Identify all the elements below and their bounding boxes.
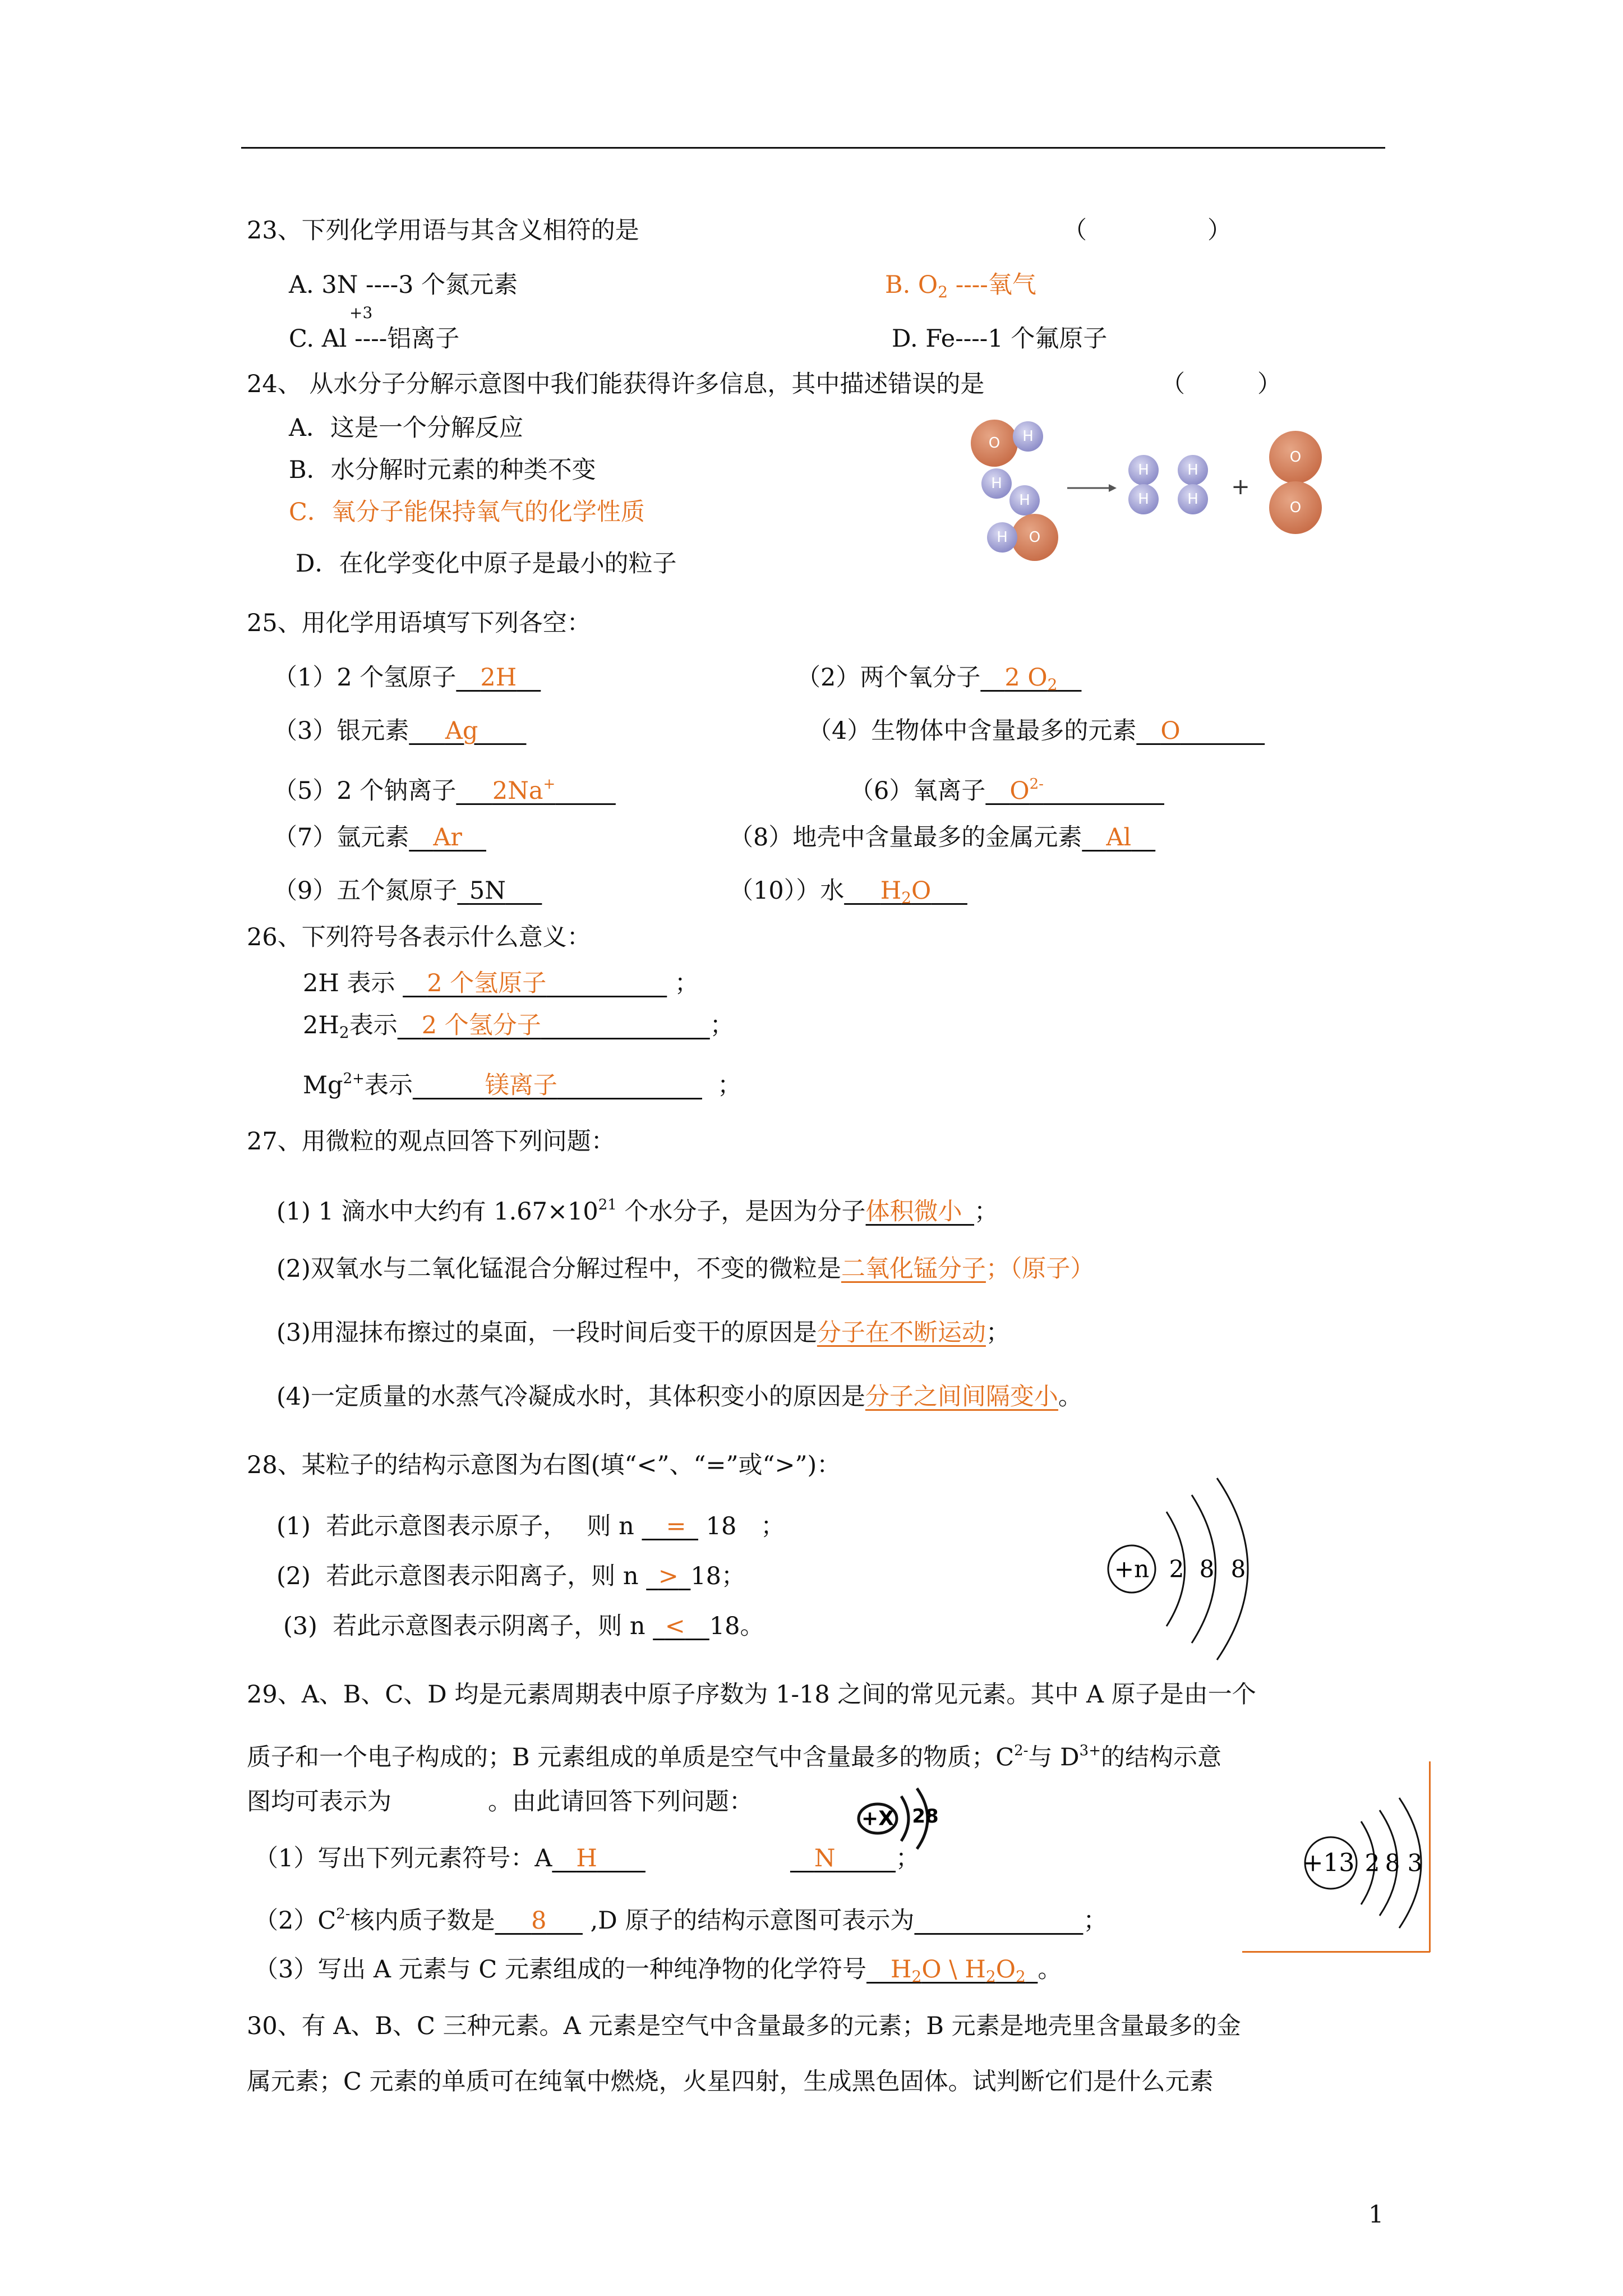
svg-text:8: 8 <box>1385 1849 1400 1877</box>
q25-item-8: （8）地壳中含量最多的金属元素__Al__ <box>729 823 1156 852</box>
svg-text:+13: +13 <box>1302 1848 1355 1878</box>
q23-option-b: B. $O_2$ ----氧气 <box>885 271 1036 301</box>
q24-option-c: C．氧分子能保持氧气的化学性质 <box>289 498 645 526</box>
shell-3-count: 8 <box>1230 1555 1246 1583</box>
water-decomposition-diagram <box>962 409 1354 572</box>
q24-option-d: D．在化学变化中原子是最小的粒子 <box>296 550 677 578</box>
q29-item-3: （3）写出 A 元素与 C 元素组成的一种纯净物的化学符号$\_\_H_2O$ \ $H_2O_2\_$。 <box>254 1955 1062 1986</box>
q28-item-3: (3) 若此示意图表示阴离子，则 n _<__18。 <box>283 1612 764 1640</box>
hydrogen-molecule-2 <box>1178 455 1208 514</box>
oxygen-molecule <box>1269 431 1322 534</box>
svg-text:O: O <box>988 435 1000 452</box>
q26-row-1: 2H 表示 __2 个氢原子__________ ； <box>303 969 699 997</box>
page-number: 1 <box>1368 2201 1384 2229</box>
svg-text:H: H <box>997 529 1008 546</box>
hydrogen-molecule-1 <box>1128 455 1159 514</box>
water-molecule-1 <box>971 420 1043 467</box>
q27-item-2: (2)双氧水与二氧化锰混合分解过程中，不变的微粒是二氧化锰分子；（原子） <box>276 1255 1095 1283</box>
q27-item-4: (4)一定质量的水蒸气冷凝成水时，其体积变小的原因是分子之间间隔变小。 <box>276 1383 1082 1411</box>
q24-option-b: B．水分解时元素的种类不变 <box>289 456 596 484</box>
svg-text:3: 3 <box>1407 1849 1423 1877</box>
svg-text:H: H <box>1138 491 1149 508</box>
svg-text:O: O <box>1029 529 1041 546</box>
q24-stem: 24、 从水分子分解示意图中我们能获得许多信息，其中描述错误的是 <box>247 370 985 398</box>
q30-line-2: 属元素；C 元素的单质可在纯氧中燃烧，火星四射，生成黑色固体。试判断它们是什么元素 <box>247 2068 1214 2096</box>
shell-1-count: 2 <box>1169 1555 1184 1583</box>
header-rule <box>241 147 1385 149</box>
svg-text:2: 2 <box>1364 1849 1380 1877</box>
svg-text:+X: +X <box>861 1807 894 1830</box>
q24-option-a: A．这是一个分解反应 <box>289 414 524 442</box>
svg-text:H: H <box>1187 491 1198 508</box>
q25-stem: 25、用化学用语填写下列各空： <box>247 609 591 637</box>
q23-option-d: D. Fe----1 个氟原子 <box>892 325 1108 353</box>
q28-item-2: (2) 若此示意图表示阳离子，则 n _>_18； <box>276 1562 746 1590</box>
q23-option-c: C. Al ----铝离子 <box>289 325 460 353</box>
svg-text:H: H <box>1019 492 1030 509</box>
q25-item-9: （9）五个氮原子_5N___ <box>273 877 542 905</box>
q23-stem: 23、下列化学用语与其含义相符的是 <box>247 217 639 245</box>
reaction-arrow <box>1067 484 1117 492</box>
q26-row-3: $Mg^{2+}$表示______镁离子____________ ； <box>303 1070 742 1099</box>
d-diagram-frame-bottom <box>1242 1951 1430 1953</box>
q27-item-3: (3)用湿抹布擦过的桌面，一段时间后变干的原因是分子在不断运动； <box>276 1319 1010 1347</box>
q25-item-5: （5）2 个钠离子___2Na+_____ <box>273 776 616 805</box>
svg-text:H: H <box>1022 428 1034 445</box>
q23-c-charge: +3 <box>349 303 373 322</box>
water-molecule-2 <box>981 468 1040 516</box>
q23-answer-paren: （ ） <box>1063 217 1232 245</box>
atom-structure-diagram <box>1099 1473 1284 1658</box>
q29-item-1: （1）写出下列元素符号：A__H____ N_____； <box>254 1844 920 1872</box>
q25-item-3: （3）银元素___Ag____ <box>273 717 527 745</box>
q26-stem: 26、下列符号各表示什么意义： <box>247 923 591 951</box>
q30-line-1: 30、有 A、B、C 三种元素。A 元素是空气中含量最多的元素；B 元素是地壳里含量最多的金 <box>247 2012 1241 2040</box>
nucleus-label: +n <box>1114 1555 1150 1583</box>
q29-item-2: $(2)C^{2-}$核内质子数是___8___ ,D 原子的结构示意图可表示为______________； <box>254 1906 1108 1935</box>
ion-structure-small-diagram <box>850 1784 956 1846</box>
q29-line-2: 质子和一个电子构成的；B 元素组成的单质是空气中含量最多的物质；$C^{2-}$与 $D^{3+}$的结构示意 <box>247 1742 1221 1772</box>
svg-text:28: 28 <box>912 1805 939 1828</box>
q28-stem: 28、某粒子的结构示意图为右图(填“<”、“=”或“>”)： <box>247 1451 841 1479</box>
svg-text:O: O <box>1289 449 1302 466</box>
water-molecule-3 <box>987 514 1058 561</box>
q25-item-7: （7）氩元素__Ar__ <box>273 823 486 852</box>
q26-row-2: $2H_2$表示__2 个氢分子______________； <box>303 1011 734 1042</box>
shell-2-count: 8 <box>1199 1555 1215 1583</box>
q27-stem: 27、用微粒的观点回答下列问题： <box>247 1128 615 1156</box>
q25-item-1: （1）2 个氢原子__2H__ <box>273 664 541 692</box>
q25-item-10: （10））水$\_\_\_H_2O\_\_\_$ <box>729 877 967 907</box>
q25-item-4: （4）生物体中含量最多的元素__O_______ <box>808 717 1265 745</box>
q29-line-1: 29、A、B、C、D 均是元素周期表中原子序数为 1-18 之间的常见元素。其中 A 原子是由一个 <box>247 1681 1256 1709</box>
q28-item-1: (1) 若此示意图表示原子， 则 n __=_ 18 ； <box>276 1512 785 1540</box>
svg-text:H: H <box>1187 462 1198 478</box>
q24-answer-paren: （ ） <box>1161 370 1281 398</box>
svg-text:H: H <box>991 475 1002 492</box>
q29-line-3: 图均可表示为 。由此请回答下列问题： <box>247 1788 753 1816</box>
d-atom-structure-diagram <box>1293 1792 1472 1938</box>
svg-text:O: O <box>1289 499 1302 516</box>
q27-item-1: (1) 1 滴水中大约有 $1.67\times 10^{21}$ 个水分子，是因为分子体积微小_； <box>276 1197 999 1226</box>
q25-item-6: （6）氧离子$\_\_O^{2-}\_\_\_\_\_\_\_\_\_\_$ <box>850 776 1164 805</box>
svg-text:H: H <box>1138 462 1149 478</box>
q25-item-2: （2）两个氧分子__2 $O_2\_\_$ <box>796 664 1082 694</box>
q23-option-a: A. 3N ----3 个氮元素 <box>289 271 518 299</box>
plus-sign: + <box>1231 474 1250 500</box>
